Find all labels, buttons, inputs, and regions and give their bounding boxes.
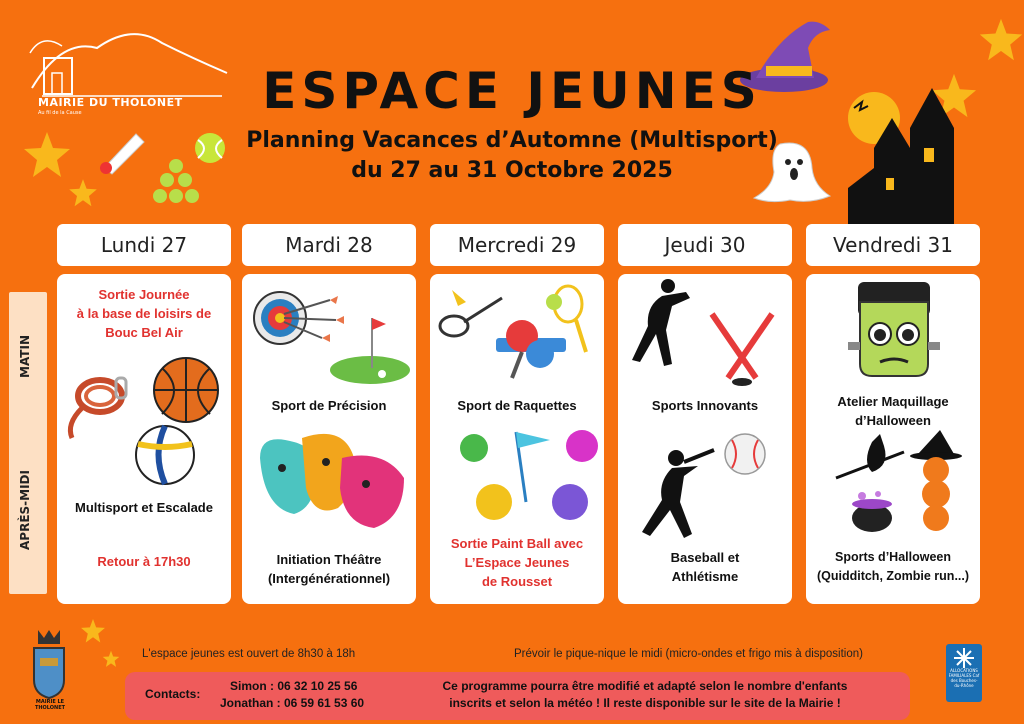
frankenstein-icon bbox=[846, 278, 942, 380]
day-header-friday: Vendredi 31 bbox=[806, 224, 980, 266]
volleyball-icon bbox=[132, 424, 198, 486]
golf-green-icon bbox=[328, 310, 410, 386]
picnic-note: Prévoir le pique-nique le midi (micro-ondes et frigo mis à disposition) bbox=[514, 648, 863, 660]
activity-monday-afternoon: Multisport et Escalade bbox=[75, 500, 213, 515]
activity-thursday-morning: Sports Innovants bbox=[651, 398, 759, 413]
program-notice: Ce programme pourra être modifié et adapté selon le nombre d'enfants inscrits et selon la météo ! Il reste disponible sur le site de la Mairie ! bbox=[442, 679, 848, 710]
pumpkin-tower-icon bbox=[906, 430, 966, 532]
basketball-icon bbox=[152, 356, 220, 424]
paint-splash-icon bbox=[454, 424, 604, 536]
racket-sports-icon bbox=[436, 282, 596, 392]
activity-wednesday-afternoon: Sortie Paint Ball avec L’Espace Jeunes de Rousset bbox=[450, 536, 584, 589]
star-icon bbox=[80, 618, 106, 644]
period-afternoon-label: APRÈS-MIDI bbox=[18, 470, 32, 550]
day-header-thursday: Jeudi 30 bbox=[618, 224, 792, 266]
day-header-tuesday: Mardi 28 bbox=[242, 224, 416, 266]
day-header-wednesday: Mercredi 29 bbox=[430, 224, 604, 266]
theatre-masks-icon bbox=[254, 428, 410, 532]
activity-monday-return: Retour à 17h30 bbox=[97, 554, 191, 569]
rope-icon bbox=[60, 368, 136, 444]
phone-simon: Simon : 06 32 10 25 56 bbox=[230, 679, 358, 693]
logo-title: MAIRIE DU THOLONET bbox=[38, 96, 183, 109]
caf-label: ALLOCATIONS FAMILIALES Caf des Bouches-du-Rhône bbox=[948, 668, 980, 688]
page-title: ESPACE JEUNES bbox=[262, 62, 762, 120]
logo-subtitle: Au fil de la Cause bbox=[38, 110, 82, 116]
snowflake-icon bbox=[954, 648, 974, 668]
small-logo-label: MAIRIE LE THOLONET bbox=[34, 699, 66, 711]
phone-jonathan: Jonathan : 06 59 61 53 60 bbox=[220, 696, 365, 710]
activity-thursday-afternoon: Baseball et Athlétisme bbox=[670, 550, 740, 584]
activity-tuesday-afternoon: Initiation Théâtre (Intergénérationnel) bbox=[267, 552, 391, 586]
activity-friday-afternoon: Sports d’Halloween (Quidditch, Zombie run...) bbox=[816, 550, 970, 583]
hockey-sticks-icon bbox=[702, 308, 782, 388]
star-icon bbox=[102, 650, 120, 668]
activity-friday-morning: Atelier Maquillage d’Halloween bbox=[837, 394, 949, 428]
contacts-label: Contacts: bbox=[145, 687, 201, 701]
baseball-player-icon bbox=[628, 446, 718, 540]
date-range: du 27 au 31 Octobre 2025 bbox=[351, 158, 673, 183]
tholonet-coat-of-arms-icon bbox=[30, 628, 68, 700]
witch-broom-icon bbox=[832, 432, 916, 492]
athlete-silhouette-icon bbox=[626, 276, 696, 368]
activity-monday-morning: Sortie Journée à la base de loisirs de Bouc Bel Air bbox=[76, 287, 212, 340]
page-subtitle: Planning Vacances d’Automne (Multisport) bbox=[246, 128, 778, 153]
cauldron-icon bbox=[848, 490, 896, 534]
baseball-icon bbox=[722, 432, 768, 476]
activity-tuesday-morning: Sport de Précision bbox=[271, 398, 387, 413]
day-header-monday: Lundi 27 bbox=[57, 224, 231, 266]
period-morning-label: MATIN bbox=[18, 335, 32, 379]
opening-hours: L'espace jeunes est ouvert de 8h30 à 18h bbox=[142, 648, 356, 660]
activity-wednesday-morning: Sport de Raquettes bbox=[457, 398, 577, 413]
